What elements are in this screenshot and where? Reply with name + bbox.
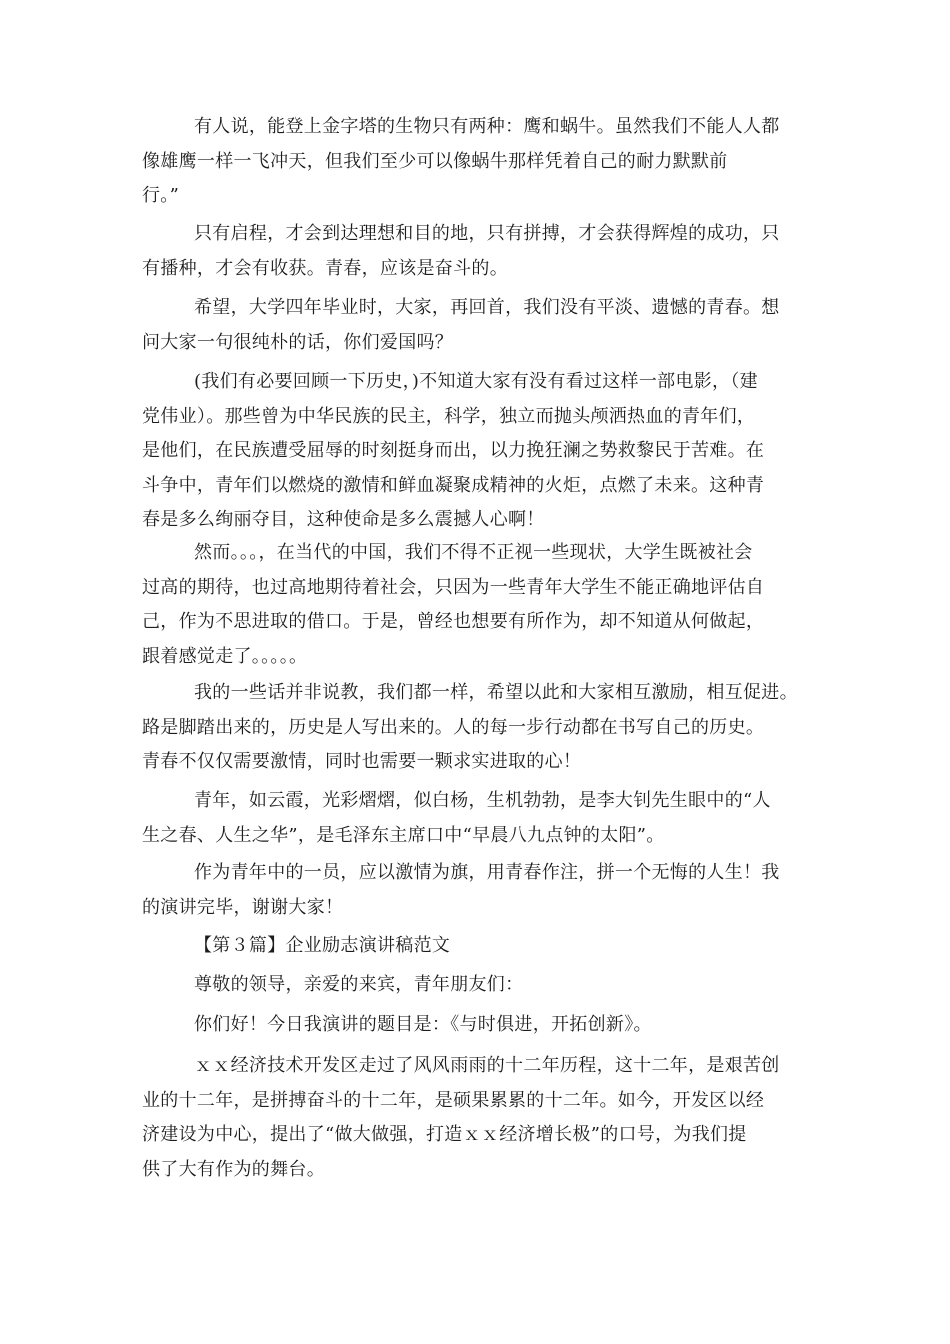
text-line: 青春不仅仅需要激情，同时也需要一颗求实进取的心！ xyxy=(142,751,582,772)
text-line: 有播种，才会有收获。青春，应该是奋斗的。 xyxy=(142,257,508,279)
text-line: 过高的期待，也过高地期待着社会，只因为一些青年大学生不能正确地评估自 xyxy=(142,576,765,598)
text-line: 像雄鹰一样一飞冲天，但我们至少可以像蜗牛那样凭着自己的耐力默默前 xyxy=(142,150,728,172)
paragraph-4 xyxy=(142,365,822,538)
text-line: 只有启程，才会到达理想和目的地，只有拼搏，才会获得辉煌的成功，只 xyxy=(194,223,780,244)
text-line: 路是脚踏出来的，历史是人写出来的。人的每一步行动都在书写自己的历史。 xyxy=(142,716,765,738)
paragraph-speech-title xyxy=(142,1008,822,1043)
paragraph-7 xyxy=(142,784,822,853)
text-line: (我们有必要回顾一下历史，)不知道大家有没有看过这样一部电影，（建 xyxy=(194,371,758,392)
text-line: 跟着感觉走了。。。。。 xyxy=(142,645,308,667)
text-line: 青年，如云霞，光彩熠熠，似白杨，生机勃勃，是李大钊先生眼中的“人 xyxy=(194,790,771,811)
paragraph-1 xyxy=(142,110,822,214)
text-line: 供了大有作为的舞台。 xyxy=(142,1158,325,1180)
section-heading xyxy=(142,929,822,964)
text-line: 生之春、人生之华”，是毛泽东主席口中“早晨八九点钟的太阳”。 xyxy=(142,824,665,846)
text-line: 党伟业）。那些曾为中华民族的民主，科学，独立而抛头颅洒热血的青年们， xyxy=(142,405,756,427)
text-line: 济建设为中心，提出了“做大做强，打造ｘｘ经济增长极”的口号，为我们提 xyxy=(142,1124,747,1145)
text-line: 我的一些话并非说教，我们都一样，希望以此和大家相互激励，相互促进。 xyxy=(194,682,798,703)
text-line: 希望，大学四年毕业时，大家，再回首，我们没有平淡、遗憾的青春。想 xyxy=(194,297,780,318)
paragraph-greeting xyxy=(142,968,822,1003)
paragraph-9 xyxy=(142,1049,822,1187)
text-line: ｘｘ经济技术开发区走过了风风雨雨的十二年历程，这十二年，是艰苦创 xyxy=(194,1055,780,1076)
paragraph-5 xyxy=(142,536,822,674)
text-line: 你们好！今日我演讲的题目是：《与时俱进，开拓创新》。 xyxy=(194,1014,652,1035)
text-line: 然而。。。，在当代的中国，我们不得不正视一些现状，大学生既被社会 xyxy=(194,542,753,563)
text-line: 行。” xyxy=(142,185,180,206)
text-line: 己，作为不思进取的借口。于是，曾经也想要有所作为，却不知道从何做起， xyxy=(142,611,765,632)
text-line: 的演讲完毕，谢谢大家！ xyxy=(142,896,344,918)
text-line: 【第３篇】企业励志演讲稿范文 xyxy=(194,935,451,956)
text-line: 有人说，能登上金字塔的生物只有两种：鹰和蜗牛。虽然我们不能人人都 xyxy=(194,116,780,137)
paragraph-8 xyxy=(142,856,822,925)
text-line: 春是多么绚丽夺目，这种使命是多么震撼人心啊！ xyxy=(142,509,545,530)
text-line: 问大家一句很纯朴的话，你们爱国吗？ xyxy=(142,331,454,353)
paragraph-2 xyxy=(142,217,822,286)
text-line: 作为青年中的一员，应以激情为旗，用青春作注，拼一个无悔的人生！我 xyxy=(194,862,780,883)
text-line: 斗争中，青年们以燃烧的激情和鲜血凝聚成精神的火炬，点燃了未来。这种青 xyxy=(142,474,765,496)
text-line: 业的十二年，是拼搏奋斗的十二年，是硕果累累的十二年。如今，开发区以经 xyxy=(142,1089,765,1111)
paragraph-6 xyxy=(142,676,822,780)
text-line: 是他们，在民族遭受屈辱的时刻挺身而出，以力挽狂澜之势救黎民于苦难。在 xyxy=(142,440,765,461)
paragraph-3 xyxy=(142,291,822,360)
text-line: 尊敬的领导，亲爱的来宾，青年朋友们： xyxy=(194,974,524,995)
